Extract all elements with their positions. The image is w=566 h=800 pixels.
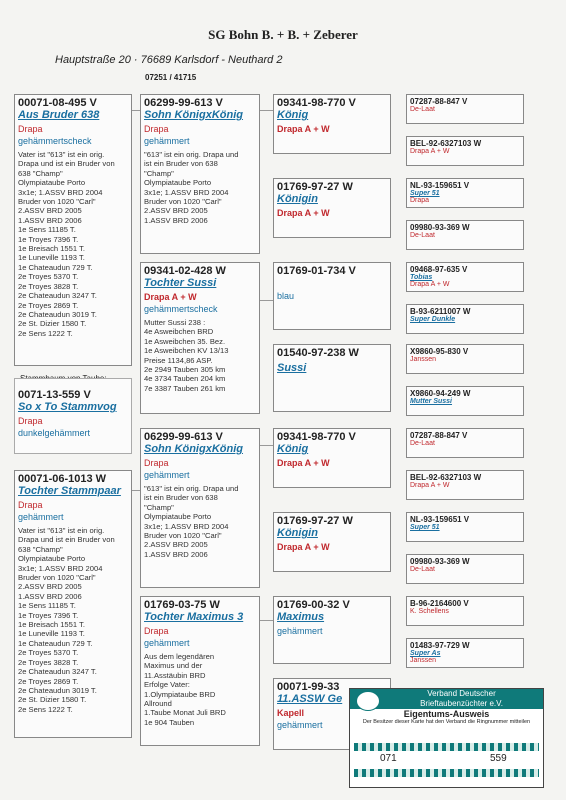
ancestor-color: De-Laat	[410, 566, 435, 573]
pigeon-color: Drapa	[18, 124, 43, 134]
ancestor-card-8	[406, 386, 524, 416]
ownership-card	[349, 688, 544, 788]
ancestor-ring: 07287-88-847 V	[410, 431, 468, 440]
parent-2-ring: 09341-02-428 W	[144, 265, 226, 277]
parent-2-name: Tochter Sussi	[144, 277, 217, 289]
ancestor-card-14	[406, 638, 524, 668]
grandparent-7-ring: 01769-00-32 V	[277, 599, 350, 611]
ancestor-card-3	[406, 178, 524, 208]
parent-1-notes: "613" ist ein orig. Drapa und ist ein Bruder von 638 "Champ" Olympiataube Porto 3x1e; 1.ASSV BRD 2004 Bruder von 1020 "Carl" 2.ASSV BRD 2005 1.ASSV BRD 2006	[144, 150, 239, 225]
card-subtitle: Der Besitzer dieser Karte hat den Verband die Ringnummer mitteilen	[362, 719, 531, 725]
ancestor-card-13	[406, 596, 524, 626]
card-number-1: 071	[380, 753, 397, 764]
grandparent-6-ring: 01769-97-27 W	[277, 515, 353, 527]
ancestor-card-5	[406, 262, 524, 292]
grandparent-8-name: 11.ASSW Ge	[277, 693, 343, 705]
parent-4-name: Tochter Maximus 3	[144, 611, 244, 623]
parent-4-ring: 01769-03-75 W	[144, 599, 220, 611]
ancestor-ring: NL-93-159651 V	[410, 181, 470, 190]
ancestor-color: Drapa A + W	[410, 281, 450, 288]
grandparent-card-4	[273, 344, 391, 412]
grandparent-6-color: Drapa A + W	[277, 542, 330, 552]
parent-2-notes: Mutter Sussi 238 : 4e Asweibchen BRD 1e Asweibchen 35. Bez. 1e Asweibchen KV 13/13 Preise 1134,86 ASP. 2e 2949 Tauben 305 km 4e 3734 Tauben 204 km 7e 3387 Tauben 261 km	[144, 318, 229, 393]
ancestor-ring: B-93-6211007 W	[410, 307, 471, 316]
pigeon-notes: Vater ist "613" ist ein orig. Drapa und ist ein Bruder von 638 "Champ" Olympiataube Porto 3x1e; 1.ASSV BRD 2004 Bruder von 1020 "Carl" 2.ASSV BRD 2005 1.ASSV BRD 2006 1e Sens 11185 T. 1e Troyes 7396 T. 1e Breisach 1551 T. 1e Luneville 1193 T. 1e Chateaudun 729 T. 2e Troyes 5370 T. 2e Troyes 3828 T. 2e Chateaudun 3247 T. 2e Troyes 2869 T. 2e Chateaudun 3019 T. 2e St. Dizier 1580 T. 2e Sens 1222 T.	[18, 150, 115, 338]
mother-name: Tochter Stammpaar	[18, 485, 121, 497]
page-title: SG Bohn B. + B. + Zeberer	[208, 27, 358, 42]
ancestor-card-9	[406, 428, 524, 458]
family-tree-color: Drapa	[18, 416, 43, 426]
parent-3-pattern: gehämmert	[144, 470, 190, 480]
parent-card-2	[140, 262, 260, 414]
pigeon-ring: 00071-08-495 V	[18, 97, 97, 109]
ancestor-ring: 09980-93-369 W	[410, 223, 470, 232]
grandparent-3-color: blau	[277, 291, 295, 301]
grandparent-4-ring: 01540-97-238 W	[277, 347, 359, 359]
parent-card-4	[140, 596, 260, 746]
dove-logo-icon	[356, 691, 380, 711]
grandparent-7-color: gehämmert	[277, 626, 323, 636]
ancestor-name: Super 51	[410, 190, 440, 197]
phone: 07251 / 41715	[145, 73, 197, 82]
grandparent-2-name: Königin	[277, 193, 318, 205]
ancestor-card-2	[406, 136, 524, 166]
pigeon-card	[14, 94, 132, 366]
grandparent-1-ring: 09341-98-770 V	[277, 97, 356, 109]
ancestor-color: Janssen	[410, 356, 437, 363]
grandparent-1-color: Drapa A + W	[277, 124, 330, 134]
ancestor-card-4	[406, 220, 524, 250]
grandparent-7-name: Maximus	[277, 611, 325, 623]
parent-2-color: Drapa A + W	[144, 292, 197, 302]
ancestor-name: Super As	[410, 650, 441, 657]
grandparent-4-name: Sussi	[277, 362, 307, 374]
card-title: Eigentums-Ausweis	[403, 709, 490, 719]
grandparent-3-ring: 01769-01-734 V	[277, 265, 356, 277]
pigeon-name: Aus Bruder 638	[18, 109, 100, 121]
ancestor-card-11	[406, 512, 524, 542]
card-org-line2: Brieftaubenzüchter e.V.	[420, 699, 503, 708]
grandparent-2-ring: 01769-97-27 W	[277, 181, 353, 193]
ancestor-color: Drapa	[410, 197, 430, 204]
ancestor-name: Super 51	[410, 524, 440, 531]
ancestor-ring: 09468-97-635 V	[410, 265, 468, 274]
grandparent-card-6	[273, 512, 391, 572]
ancestor-ring: 09980-93-369 W	[410, 557, 470, 566]
grandparent-5-ring: 09341-98-770 V	[277, 431, 356, 443]
parent-3-color: Drapa	[144, 458, 169, 468]
ancestor-ring: 01483-97-729 W	[410, 641, 470, 650]
mother-ring: 00071-06-1013 W	[18, 473, 107, 485]
ancestor-ring: BEL-92-6327103 W	[410, 139, 482, 148]
family-tree-pattern: dunkelgehämmert	[18, 428, 91, 438]
card-number-2: 559	[490, 753, 507, 764]
parent-card-1	[140, 94, 260, 254]
mother-pattern: gehämmert	[18, 512, 64, 522]
grandparent-1-name: König	[277, 109, 309, 121]
parent-3-name: Sohn KönigxKönig	[144, 443, 243, 455]
parent-3-ring: 06299-99-613 V	[144, 431, 223, 443]
parent-1-name: Sohn KönigxKönig	[144, 109, 243, 121]
ancestor-ring: NL-93-159651 V	[410, 515, 470, 524]
grandparent-card-1	[273, 94, 391, 154]
card-org-line1: Verband Deutscher	[427, 689, 496, 698]
pigeon-pattern: gehämmertscheck	[18, 136, 92, 146]
ancestor-color: De-Laat	[410, 106, 435, 113]
parent-3-notes: "613" ist ein orig. Drapa und ist ein Bruder von 638 "Champ" Olympiataube Porto 3x1e; 1.ASSV BRD 2004 Bruder von 1020 "Carl" 2.ASSV BRD 2005 1.ASSV BRD 2006	[144, 484, 239, 559]
ancestor-ring: X9860-95-830 V	[410, 347, 469, 356]
parent-1-pattern: gehämmert	[144, 136, 190, 146]
ancestor-name: Tobias	[410, 274, 433, 281]
ancestor-color: K. Schellens	[410, 608, 449, 615]
ancestor-card-10	[406, 470, 524, 500]
address: Hauptstraße 20 · 76689 Karlsdorf - Neuthard 2	[55, 54, 283, 66]
parent-card-3	[140, 428, 260, 588]
ancestor-card-7	[406, 344, 524, 374]
ancestor-color: Janssen	[410, 657, 437, 664]
mother-color: Drapa	[18, 500, 43, 510]
grandparent-card-2	[273, 178, 391, 238]
parent-1-ring: 06299-99-613 V	[144, 97, 223, 109]
grandparent-8-ring: 00071-99-33	[277, 681, 340, 693]
parent-4-pattern: gehämmert	[144, 638, 190, 648]
ancestor-color: Drapa A + W	[410, 482, 450, 489]
ancestor-color: De-Laat	[410, 232, 435, 239]
parent-2-pattern: gehämmertscheck	[144, 304, 218, 314]
parent-4-color: Drapa	[144, 626, 169, 636]
ancestor-name: Mutter Sussi	[410, 398, 453, 405]
grandparent-5-color: Drapa A + W	[277, 458, 330, 468]
grandparent-6-name: Königin	[277, 527, 318, 539]
grandparent-2-color: Drapa A + W	[277, 208, 330, 218]
grandparent-card-5	[273, 428, 391, 488]
ancestor-card-1	[406, 94, 524, 124]
mother-card	[14, 470, 132, 738]
grandparent-8-color: Kapell	[277, 708, 305, 718]
ancestor-ring: 07287-88-847 V	[410, 97, 468, 106]
grandparent-5-name: König	[277, 443, 309, 455]
ancestor-ring: BEL-92-6327103 W	[410, 473, 482, 482]
mother-notes: Vater ist "613" ist ein orig. Drapa und ist ein Bruder von 638 "Champ" Olympiataube Porto 3x1e; 1.ASSV BRD 2004 Bruder von 1020 "Carl" 2.ASSV BRD 2005 1.ASSV BRD 2006 1e Sens 11185 T. 1e Troyes 7396 T. 1e Breisach 1551 T. 1e Luneville 1193 T. 1e Chateaudun 729 T. 2e Troyes 5370 T. 2e Troyes 3828 T. 2e Chateaudun 3247 T. 2e Troyes 2869 T. 2e Chateaudun 3019 T. 2e St. Dizier 1580 T. 2e Sens 1222 T.	[18, 526, 115, 714]
grandparent-8-pattern: gehämmert	[277, 720, 323, 730]
grandparent-card-3	[273, 262, 391, 330]
ancestor-ring: B-96-2164600 V	[410, 599, 469, 608]
ancestor-card-6	[406, 304, 524, 334]
ancestor-ring: X9860-94-249 W	[410, 389, 471, 398]
family-tree-card	[14, 378, 132, 454]
family-tree-ring: 0071-13-559 V	[18, 389, 91, 401]
ancestor-color: Drapa A + W	[410, 148, 450, 155]
ancestor-card-12	[406, 554, 524, 584]
parent-1-color: Drapa	[144, 124, 169, 134]
grandparent-card-7	[273, 596, 391, 664]
family-tree-name: So x To Stammvog	[18, 401, 117, 413]
parent-4-notes: Aus dem legendären Maximus und der 11.Asstäubin BRD Erfolge Vater: 1.Olympiataube BRD Allround 1.Taube Monat Juli BRD 1e 904 Tauben	[144, 652, 226, 727]
ancestor-color: De-Laat	[410, 440, 435, 447]
ancestor-name: Super Dunkle	[410, 316, 456, 323]
